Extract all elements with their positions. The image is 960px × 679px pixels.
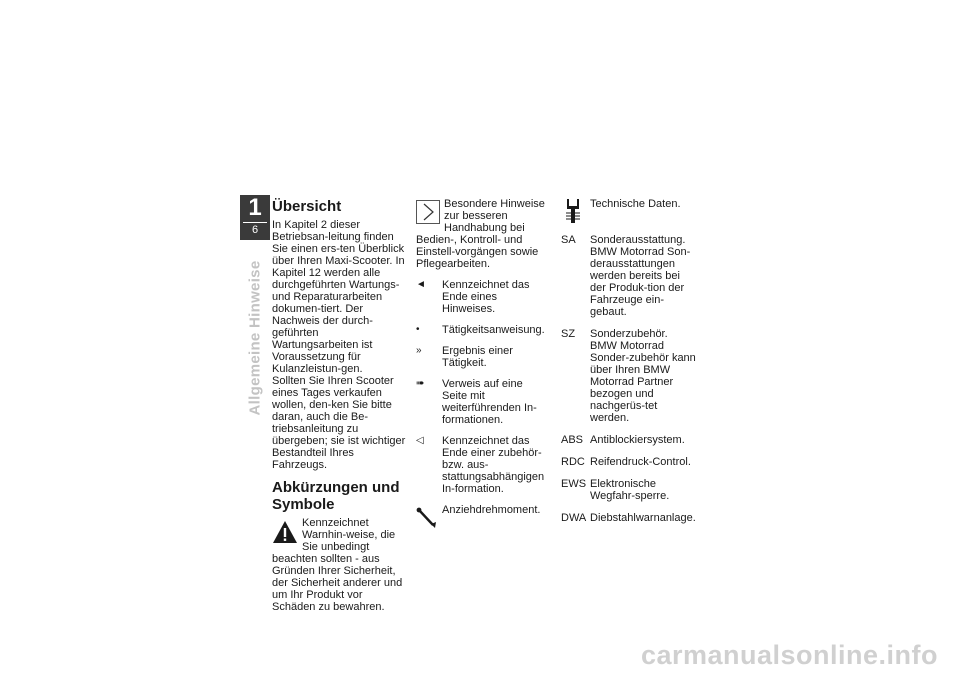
technical-data-icon — [565, 198, 581, 224]
column-symbols — [416, 198, 548, 530]
abbreviation-row — [561, 434, 696, 446]
symbol-row — [416, 435, 548, 495]
abbreviation-text: Diebstahlwarnanlage. — [590, 512, 696, 524]
overview-paragraph-2: Sollten Sie Ihren Scooter eines Tages verkaufen wollen, den-ken Sie bitte daran, auch die Be-triebsanleitung zu übergeben; sie ist wichtiger Bestandteil Ihres Fahrzeugs. — [272, 375, 406, 471]
technical-data-row — [561, 198, 696, 224]
abbreviation-text: Sonderzubehör. BMW Motorrad Sonder-zubehör kann über Ihren BMW Motorrad Partner bezogen und nachgerüs-tet werden. — [590, 328, 696, 424]
torque-text: Anziehdrehmoment. — [442, 504, 541, 516]
column-overview — [272, 198, 407, 613]
page-reference-icon: ➠ — [416, 378, 425, 389]
abbreviation-row — [561, 478, 696, 502]
abbreviations-heading: Abkürzungen und Symbole — [272, 479, 400, 513]
warning-text: Kennzeichnet Warnhin-weise, die Sie unbedingt beachten sollten - aus Gründen Ihrer Sicherheit, der Sicherheit anderer und um Ihr Produkt vor Schäden zu bewahren. — [272, 517, 403, 613]
abbreviation-label: ABS — [561, 434, 584, 446]
symbol-row — [416, 279, 548, 315]
abbreviation-label: DWA — [561, 512, 587, 524]
warning-block — [272, 517, 407, 613]
chapter-tab — [240, 195, 270, 240]
section-title: Allgemeine Hinweise — [246, 260, 264, 416]
end-of-accessory-info-icon: ◁ — [416, 435, 424, 446]
page-number: 6 — [251, 224, 259, 236]
bullet-icon: • — [416, 324, 420, 335]
symbol-row — [416, 345, 548, 369]
abbreviation-text: Elektronische Wegfahr-sperre. — [590, 478, 670, 502]
column-abbreviations — [561, 198, 696, 524]
hint-text: Besondere Hinweise zur besseren Handhabung bei Bedien-, Kontroll- und Einstell-vorgängen sowie Pflegearbeiten. — [416, 198, 545, 270]
abbreviation-label: SZ — [561, 328, 576, 340]
symbol-row — [416, 324, 548, 336]
overview-paragraph-1: In Kapitel 2 dieser Betriebsan-leitung finden Sie einen ers-ten Überblick über Ihren Maxi-Scooter. In Kapitel 12 werden alle durchgeführten Wartungs- und Reparaturarbeiten dokumen-tiert. Der Nachweis der durch-geführten Wartungsarbeiten ist Voraussetzung für Kulanzleistun-gen. — [272, 219, 405, 375]
abbreviation-text: Reifendruck-Control. — [590, 456, 691, 468]
chapter-divider — [243, 222, 267, 223]
symbol-text: Kennzeichnet das Ende einer zubehör- bzw. aus-stattungsabhängigen In-formation. — [442, 435, 545, 495]
technical-data-text: Technische Daten. — [590, 198, 681, 210]
symbol-text: Ergebnis einer Tätigkeit. — [442, 345, 513, 369]
abbreviation-label: EWS — [561, 478, 587, 490]
torque-row — [416, 504, 548, 530]
abbreviation-row — [561, 456, 696, 468]
hint-arrow-icon — [416, 200, 440, 224]
hint-block — [416, 198, 548, 270]
abbreviation-row — [561, 328, 696, 424]
symbol-text: Verweis auf eine Seite mit weiterführenden In-formationen. — [442, 378, 537, 426]
abbreviation-text: Sonderausstattung. BMW Motorrad Son-derausstattungen werden bereits bei der Produk-tion der Fahrzeuge ein-gebaut. — [590, 234, 691, 318]
warning-triangle-icon — [272, 519, 298, 545]
torque-wrench-icon — [416, 506, 438, 530]
watermark: carmanualsonline.info — [640, 640, 938, 670]
abbreviation-row — [561, 234, 696, 318]
abbreviation-row — [561, 512, 696, 524]
abbreviation-text: Antiblockiersystem. — [590, 434, 685, 446]
abbreviation-label: SA — [561, 234, 576, 246]
end-of-note-icon: ◄ — [416, 279, 426, 290]
symbol-text: Kennzeichnet das Ende eines Hinweises. — [442, 279, 530, 315]
symbol-text: Tätigkeitsanweisung. — [442, 324, 545, 336]
result-icon: » — [416, 345, 422, 356]
chapter-number: 1 — [248, 194, 262, 221]
symbol-row — [416, 378, 548, 426]
abbreviation-label: RDC — [561, 456, 585, 468]
overview-heading: Übersicht — [272, 198, 342, 215]
